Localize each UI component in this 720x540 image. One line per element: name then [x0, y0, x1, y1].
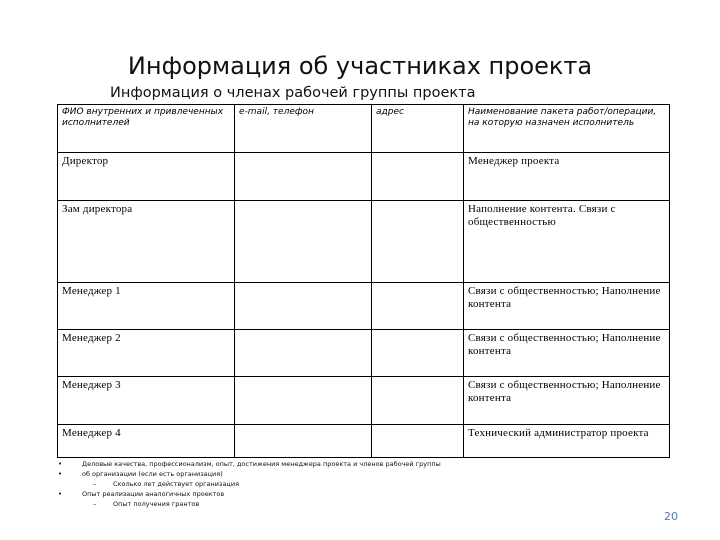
header-work-package: Наименование пакета работ/операции, на которую назначен исполнитель [464, 105, 670, 153]
header-contacts: e-mail, телефон [235, 105, 372, 153]
cell-work: Связи с общественностью; Наполнение контента [464, 377, 670, 425]
participants-table [57, 104, 670, 458]
cell-work: Менеджер проекта [464, 153, 670, 201]
cell-contacts [235, 377, 372, 425]
cell-work: Наполнение контента. Связи с общественностью [464, 201, 670, 283]
table-header-row [58, 105, 670, 153]
table-row [58, 425, 670, 458]
table-row [58, 153, 670, 201]
cell-name: Менеджер 1 [58, 283, 235, 330]
cell-address [372, 153, 464, 201]
cell-contacts [235, 425, 372, 458]
header-address: адрес [372, 105, 464, 153]
notes-list [58, 459, 658, 509]
list-item: • об организации (если есть организация) [58, 469, 658, 479]
cell-address [372, 330, 464, 377]
cell-name: Директор [58, 153, 235, 201]
cell-address [372, 283, 464, 330]
cell-address [372, 377, 464, 425]
cell-contacts [235, 330, 372, 377]
slide-title: Информация об участниках проекта [127, 52, 593, 80]
cell-work: Технический администратор проекта [464, 425, 670, 458]
header-name: ФИО внутренних и привлеченных исполнителей [58, 105, 235, 153]
cell-contacts [235, 201, 372, 283]
table-row [58, 201, 670, 283]
cell-contacts [235, 283, 372, 330]
cell-work: Связи с общественностью; Наполнение контента [464, 330, 670, 377]
cell-name: Менеджер 4 [58, 425, 235, 458]
table-row [58, 330, 670, 377]
cell-address [372, 201, 464, 283]
page-number: 20 [664, 510, 678, 523]
cell-name: Менеджер 3 [58, 377, 235, 425]
cell-name: Менеджер 2 [58, 330, 235, 377]
slide-subtitle: Информация о членах рабочей группы проекта [110, 85, 476, 101]
cell-work: Связи с общественностью; Наполнение контента [464, 283, 670, 330]
cell-contacts [235, 153, 372, 201]
cell-address [372, 425, 464, 458]
list-item: • Деловые качества, профессионализм, опыт, достижения менеджера проекта и членов рабочей группы [58, 459, 658, 469]
table-row [58, 283, 670, 330]
list-item: – Опыт получения грантов [58, 499, 658, 509]
table-row [58, 377, 670, 425]
cell-name: Зам директора [58, 201, 235, 283]
list-item: – Сколько лет действует организация [58, 479, 658, 489]
list-item: • Опыт реализации аналогичных проектов [58, 489, 658, 499]
